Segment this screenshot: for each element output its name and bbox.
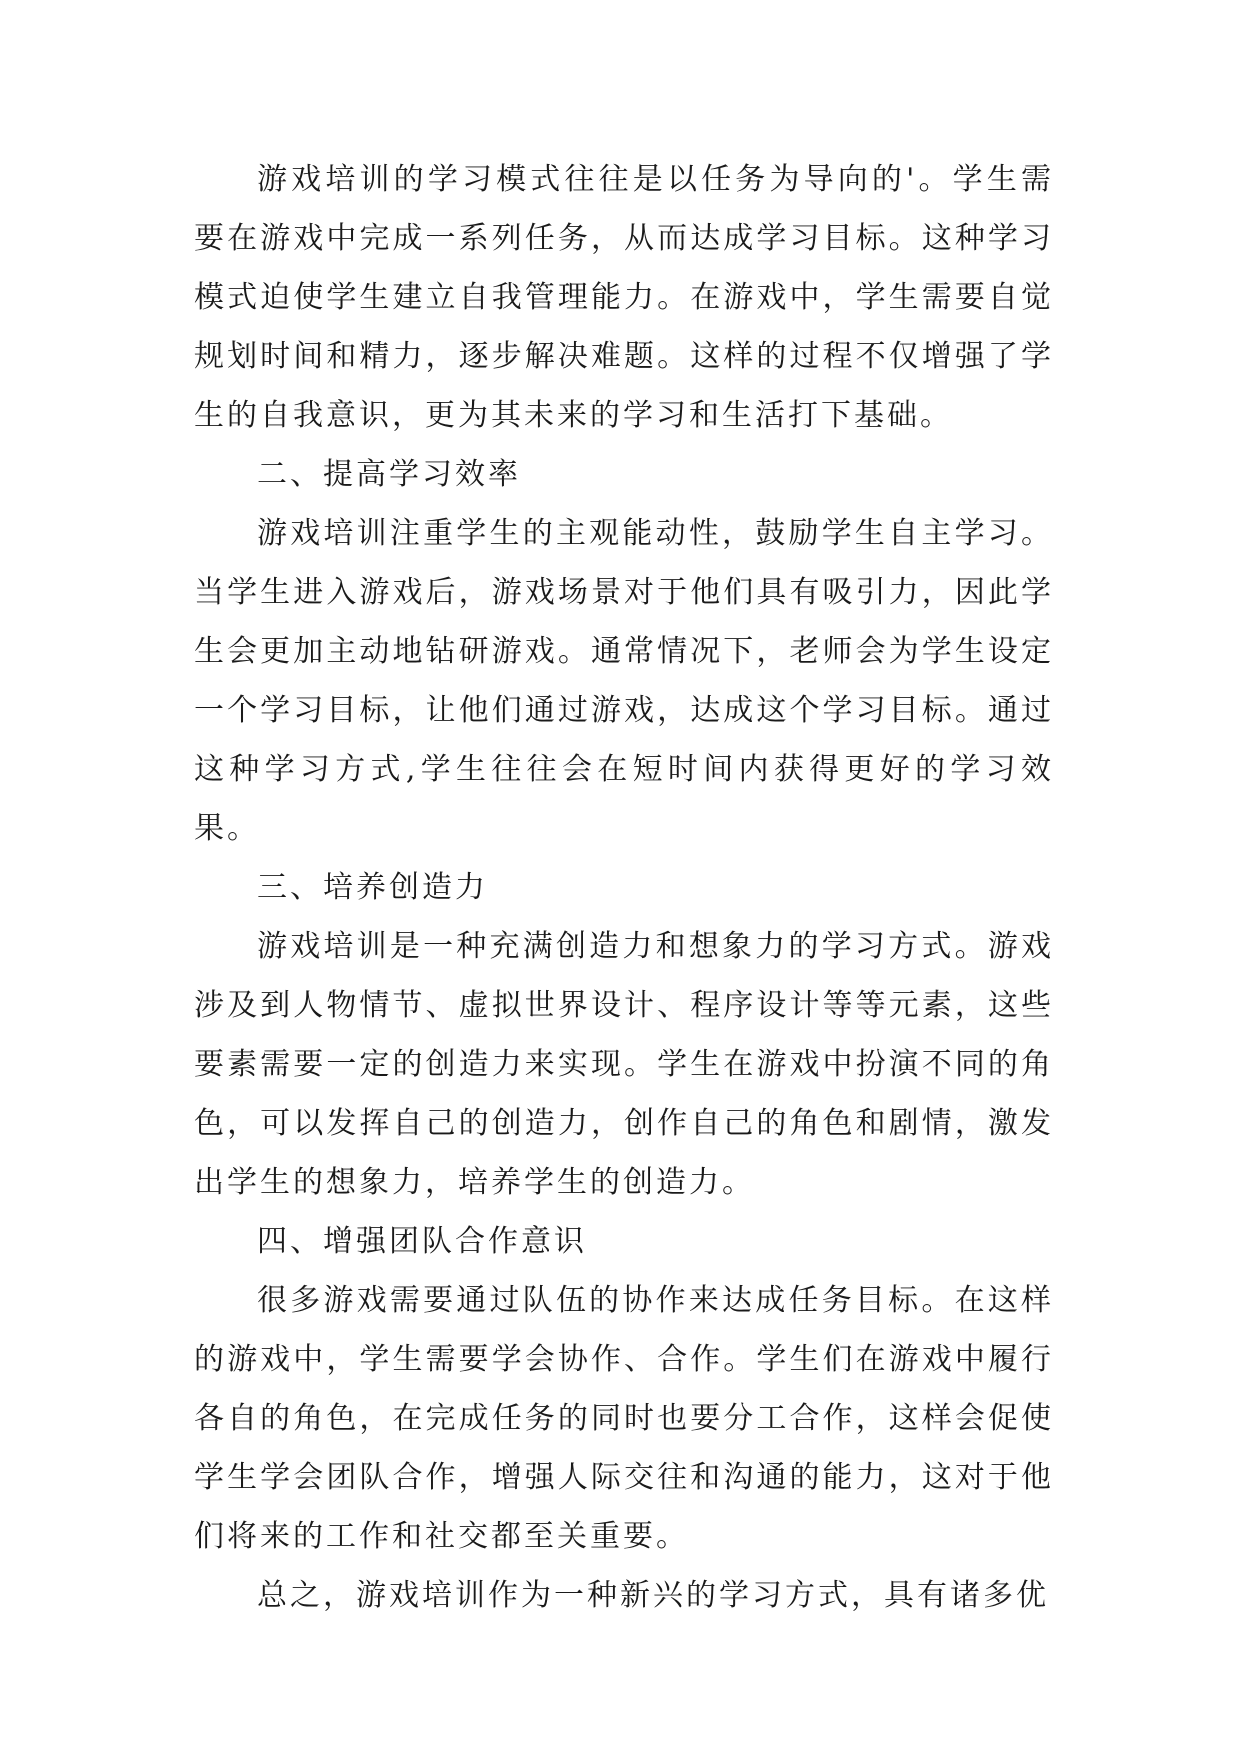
paragraph-teamwork: 很多游戏需要通过队伍的协作来达成任务目标。在这样的游戏中，学生需要学会协作、合作。学生们在游戏中履行各自的角色，在完成任务的同时也要分工合作，这样会促使学生学会团队合作，增强人际交往和沟通的能力，这对于他们将来的工作和社交都至关重要。 [194,1283,1054,1554]
document-body [194,150,1054,1625]
section-heading-teamwork: 四、增强团队合作意识 [257,1224,587,1259]
paragraph-creativity: 游戏培训是一种充满创造力和想象力的学习方式。游戏涉及到人物情节、虚拟世界设计、程序设计等等元素，这些要素需要一定的创造力来实现。学生在游戏中扮演不同的角色，可以发挥自己的创造力，创作自己的角色和剧情，激发出学生的想象力，培养学生的创造力。 [194,929,1054,1200]
paragraph-task-oriented-learning: 游戏培训的学习模式往往是以任务为导向的'。学生需要在游戏中完成一系列任务，从而达成学习目标。这种学习模式迫使学生建立自我管理能力。在游戏中，学生需要自觉规划时间和精力，逐步解决难题。这样的过程不仅增强了学生的自我意识，更为其未来的学习和生活打下基础。 [194,162,1054,433]
section-heading-learning-efficiency: 二、提高学习效率 [257,457,521,492]
paragraph-conclusion: 总之，游戏培训作为一种新兴的学习方式，具有诸多优 [257,1578,1049,1613]
section-heading-creativity: 三、培养创造力 [257,870,488,905]
paragraph-learning-efficiency: 游戏培训注重学生的主观能动性，鼓励学生自主学习。当学生进入游戏后，游戏场景对于他们具有吸引力，因此学生会更加主动地钻研游戏。通常情况下，老师会为学生设定一个学习目标，让他们通过游戏，达成这个学习目标。通过这种学习方式,学生往往会在短时间内获得更好的学习效果。 [194,516,1054,846]
